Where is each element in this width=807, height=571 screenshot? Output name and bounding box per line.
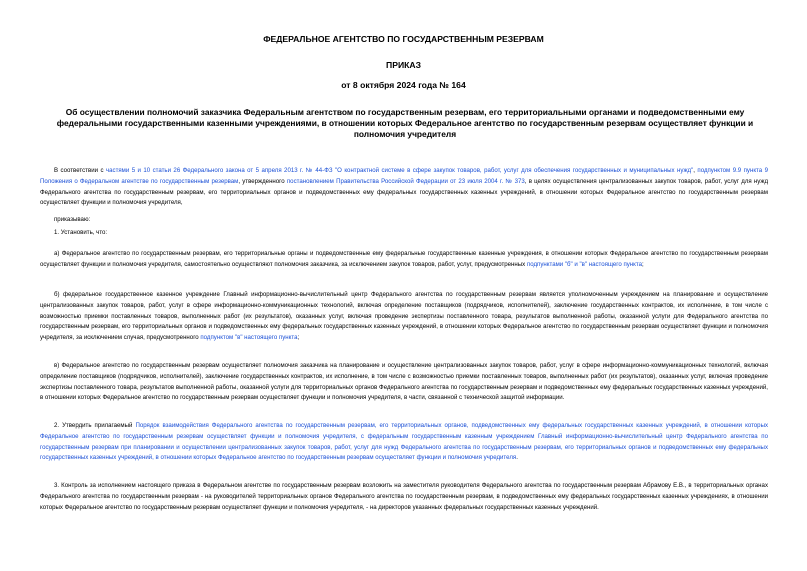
item-1a-end: ; [642, 260, 644, 268]
interaction-procedure-link[interactable]: Порядок взаимодействия Федерального агентства по государственным резервам, его территориальных органов, подведомственных ему федеральных государственных казенных учреждений, в отношении которых Федеральное агентство по государственным резервам осуществляет функции и полномочия учредителя, с федеральным государственным казенным учреждением Главный информационно-вычислительный центр Федерального агентства по государственным резервам при планировании и осуществлении централизованных закупок товаров, работ, услуг для нужд Федерального агентства по государственным резервам, его территориальных органов и подведомственных ему федеральных государственных казенных учреждений, в отношении которых Федеральное агентство по государственным резервам осуществляет функции и полномочия учредителя [40, 422, 769, 462]
item-1a-text: а) Федеральное агентство по государственным резервам, его территориальные органы и подведомственные ему федеральные государственные казенные учреждения, в отношении которых Федеральное агентство по государственным резервам осуществляет функции и полномочия учредителя, самостоятельно осуществляют полномочия заказчика, за исключением закупок товаров, работ, услуг, предусмотренных [40, 250, 768, 268]
document-subject: Об осуществлении полномочий заказчика Федеральным агентством по государственным резервам, его территориальными органами и подведомственными ему федеральными государственными казенными учреждениями, в отношении которых Федеральное агентство по государственным резервам осуществляет функции и полномочия учредителя [56, 107, 754, 139]
item-1b-end: ; [297, 334, 300, 342]
item-1a-link[interactable]: подпунктами "б" и "в" настоящего пункта [526, 260, 643, 268]
preamble-text-4: , в целях осуществления централизованных закупок товаров, работ, услуг для нужд Федерального агентства по государственным резервам, его территориальных органов и подведомственных ему федеральных государственных казенных учреждений, в отношении которых Федеральное агентство по государственным резервам осуществляет функции и полномочия учредителя, [40, 177, 769, 207]
order-word: приказываю: [54, 216, 91, 223]
agency-title: ФЕДЕРАЛЬНОЕ АГЕНТСТВО ПО ГОСУДАРСТВЕННЫМ РЕЗЕРВАМ [263, 34, 544, 44]
item-3: 3. Контроль за исполнением настоящего приказа в Федеральном агентстве по государственным резервам возложить на заместителя руководителя Федерального агентства по государственным резервам Абрамову Е.В., в территориальных органах Федерального агентства по государственным резервам - на руководителей территориальных органов Федерального агентства по государственным резервам, в подведомственных ему федеральных государственных казенных учреждениях, в отношении которых Федеральное агентство по государственным резервам осуществляет функции и полномочия учредителя, - на директоров указанных федеральных государственных казенных учреждений. [40, 482, 768, 511]
preamble-text-3: , утвержденного [238, 177, 287, 185]
preamble-paragraph [40, 166, 768, 209]
item-1: 1. Установить, что: [54, 229, 108, 236]
item-1b-link[interactable]: подпунктом "в" настоящего пункта [200, 334, 298, 342]
document-date-number: от 8 октября 2024 года № 164 [341, 80, 466, 90]
preamble-text-1: В соответствии с [54, 167, 106, 174]
item-2-end: . [516, 454, 518, 462]
agency-regulation-link[interactable]: подпунктом 9.9 пункта 9 Положения о Федеральном агентстве по государственным резервам [40, 167, 768, 185]
government-decree-link[interactable]: постановлением Правительства Российской Федерации от 23 июля 2004 г. № 373 [286, 177, 525, 185]
item-2-text: 2. Утвердить прилагаемый [54, 422, 136, 429]
item-1a [40, 249, 768, 271]
item-1c: в) Федеральное агентство по государственным резервам осуществляет полномочия заказчика на планирование и осуществление централизованных закупок товаров, работ, услуг в сфере информационно-коммуникационных технологий, включая определение поставщиков (подрядчиков, исполнителей), заключение государственных контрактов, их исполнение, в том числе с возможностью приемки поставленных товаров, выполненных работ (их результатов), оказанных услуг, включая проведение экспертизы поставленного товара, результатов выполненной работы, оказанной услуги для территориальных органов Федерального агентства по государственным резервам и подведомственных ему федеральных государственных казенных учреждений, в отношении которых Федеральное агентство по государственным резервам осуществляет функции и полномочия учредителя, в части, связанной с технической защитой информации. [40, 362, 768, 402]
law-44fz-link[interactable]: частями 5 и 10 статьи 26 Федерального закона от 5 апреля 2013 г. № 44-ФЗ "О контрактной системе в сфере закупок товаров, работ, услуг для обеспечения государственных и муниципальных нужд" [105, 167, 694, 174]
item-2 [40, 421, 768, 464]
preamble-text-2: , [693, 167, 698, 174]
document-kind: ПРИКАЗ [386, 60, 421, 70]
item-1b-text: б) федеральное государственное казенное учреждение Главный информационно-вычислительный центр Федерального агентства по государственным резервам является уполномоченным учреждением на планирование и осуществление централизованных закупок товаров, работ, услуг в сфере информационно-коммуникационных технологий, включая определение поставщиков (подрядчиков, исполнителей), заключение государственных контрактов, их исполнение, в том числе с возможностью приемки поставленных товаров, выполненных работ (их результатов), оказанных услуг, включая проведение экспертизы поставленного товара, результатов выполненной работы, оказанной услуги для Федерального агентства по государственным резервам, его территориальных органов и подведомственных ему федеральных государственных казенных учреждений, в отношении которых Федеральное агентство по государственным резервам осуществляет функции и полномочия учредителя, за исключением случая, предусмотренного [40, 291, 768, 342]
item-1b [40, 290, 768, 344]
